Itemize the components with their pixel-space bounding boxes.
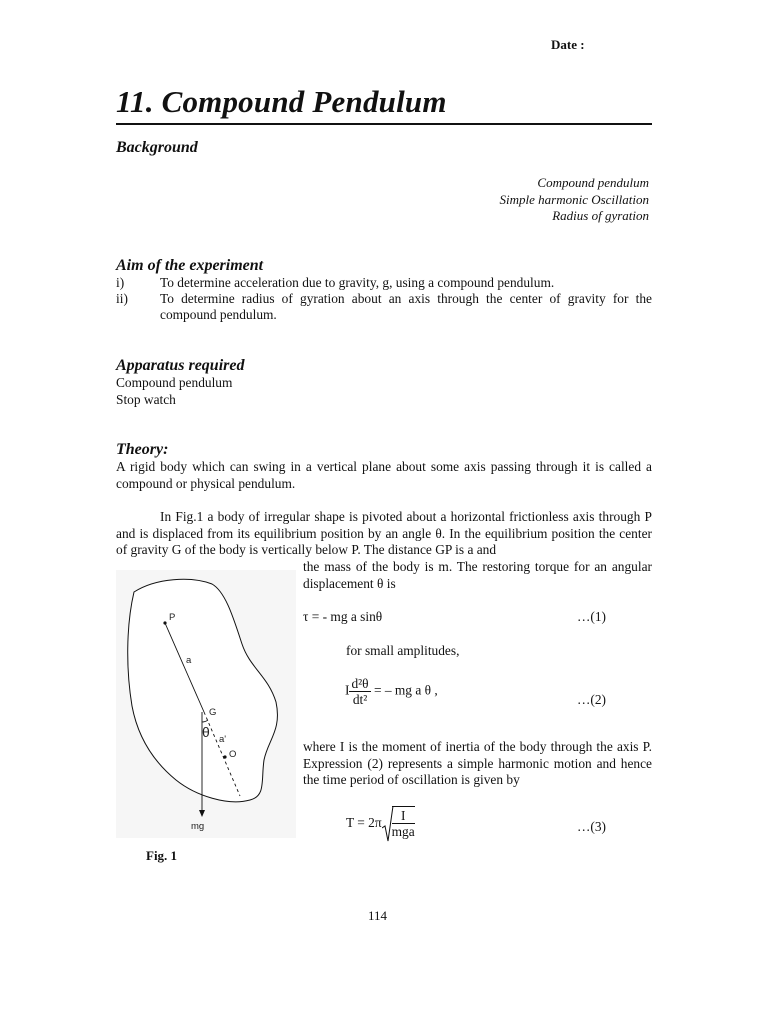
aim-item-text: To determine acceleration due to gravity, g, using a compound pendulum. [160, 275, 555, 290]
point-o [223, 755, 226, 758]
apparatus-item: Compound pendulum [116, 375, 233, 390]
equation-3-denominator: mga [391, 824, 415, 839]
equation-1: τ = - mg a sinθ [303, 609, 383, 624]
equation-2-rhs: = – mg a θ , [373, 682, 438, 698]
page-title: 11. Compound Pendulum [116, 84, 447, 119]
background-heading: Background [116, 139, 198, 156]
theory-paragraph-2: In Fig.1 a body of irregular shape is pivoted about a horizontal frictionless axis through P and is displaced from its equilibrium position by an angle θ. In the equilibrium position the center of gravity G of the body is vertically below P. The distance GP is a and [116, 509, 652, 557]
aim-item [116, 291, 652, 325]
figure-caption: Fig. 1 [146, 848, 178, 863]
equation-2-denominator: dt² [352, 692, 368, 707]
page-number: 114 [368, 908, 388, 923]
aim-heading: Aim of the experiment [116, 257, 264, 274]
apparatus-list [116, 375, 232, 408]
keyword-item: Simple harmonic Oscillation [499, 191, 649, 207]
label-mg: mg [191, 821, 205, 832]
label-a: a [186, 655, 192, 666]
theory-paragraph-2-continued: the mass of the body is m. The restoring torque for an angular displacement θ is [303, 559, 652, 591]
apparatus-item: Stop watch [116, 391, 176, 407]
title-underline [116, 123, 652, 125]
equation-3-fraction [392, 806, 415, 839]
theory-paragraph-1: A rigid body which can swing in a vertical plane about some axis passing through it is called a compound or physical pendulum. [116, 459, 652, 491]
pendulum-figure [116, 570, 296, 838]
aim-item [116, 275, 652, 291]
aim-item-number: i) [116, 275, 125, 290]
equation-3-radical [382, 806, 415, 839]
keyword-item: Compound pendulum [537, 175, 649, 190]
keyword-list [500, 175, 650, 225]
apparatus-heading: Apparatus required [116, 357, 245, 374]
aim-item-text: To determine radius of gyration about an axis through the center of gravity for the compound pendulum. [160, 291, 652, 322]
theory-heading: Theory: [116, 441, 169, 458]
equation-2-prefix: I [345, 682, 350, 698]
label-a-prime: a' [219, 734, 227, 745]
equation-2-numerator: d²θ [351, 676, 369, 691]
equation-2-fraction [349, 676, 370, 707]
label-p: P [169, 612, 176, 623]
small-amplitude-text: for small amplitudes, [346, 643, 460, 658]
pivot-point [163, 621, 166, 624]
aim-item-number: ii) [116, 291, 128, 306]
label-o: O [229, 749, 237, 760]
square-root-sign [382, 806, 394, 842]
theory-paragraph-3: where I is the moment of inertia of the body through the axis P. Expression (2) represents a simple harmonic motion and hence the time period of oscillation is given by [303, 739, 652, 787]
equation-2-number: …(2) [577, 692, 607, 707]
equation-3-prefix: T = 2π [346, 814, 382, 830]
equation-1-number: …(1) [577, 609, 607, 624]
equation-3-numerator: I [392, 808, 415, 824]
label-g: G [209, 707, 217, 718]
equation-3 [346, 806, 415, 839]
date-label: Date : [551, 37, 585, 52]
equation-3-number: …(3) [577, 819, 607, 834]
keyword-item: Radius of gyration [552, 208, 649, 223]
label-theta: θ [202, 724, 210, 740]
equation-2 [345, 676, 438, 707]
